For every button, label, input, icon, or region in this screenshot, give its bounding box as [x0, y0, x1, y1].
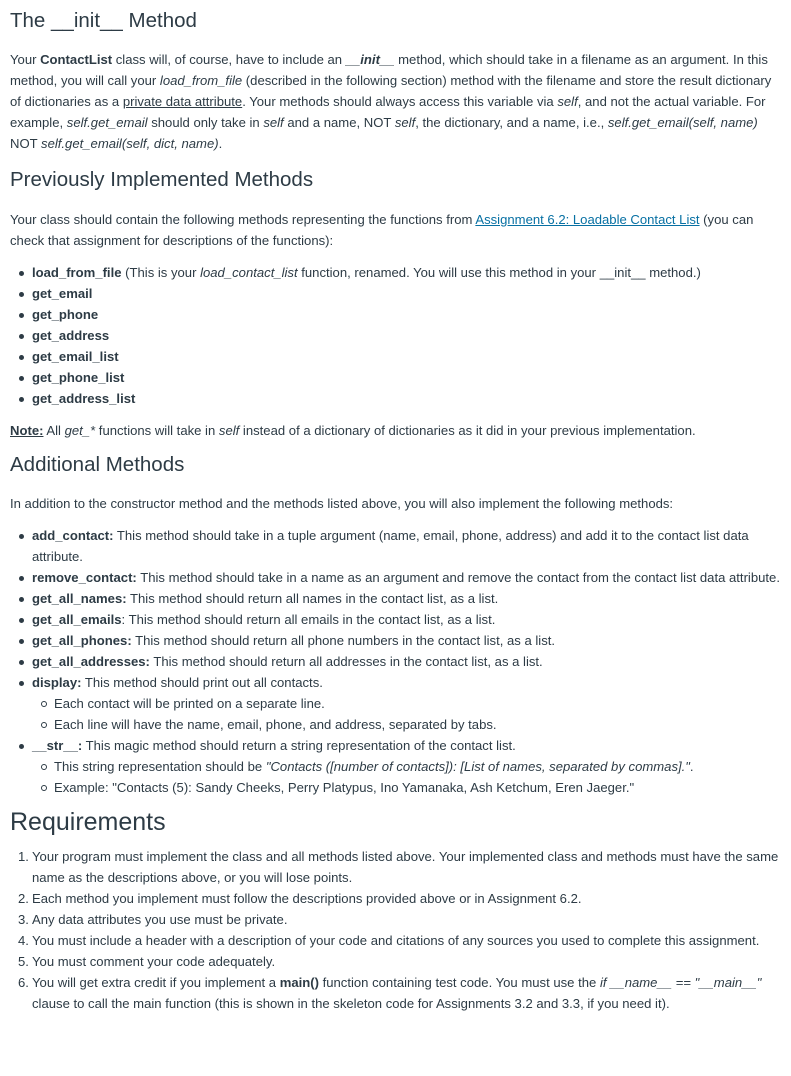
- list-item: 4. You must include a header with a description of your code and citations of any sources you used to complete this assignment.: [18, 933, 760, 948]
- list-item: get_email: [32, 283, 781, 304]
- list-item: 1. Your program must implement the class and all methods listed above. Your implemented class and methods must have the same name as the descriptions above, or you will lose points.: [18, 849, 779, 885]
- list-item: 3. Any data attributes you use must be private.: [18, 912, 288, 927]
- str-sublist: [54, 756, 781, 798]
- requirements-list: [18, 846, 781, 1014]
- sub-list-item: Each contact will be printed on a separate line.: [54, 693, 781, 714]
- sub-list-item: Each line will have the name, email, phone, and address, separated by tabs.: [54, 714, 781, 735]
- list-item: get_all_addresses: This method should return all addresses in the contact list, as a list.: [32, 651, 781, 672]
- sub-list-item: This string representation should be "Contacts ([number of contacts]): [List of names, separated by commas].".: [54, 756, 781, 777]
- list-item: 6. You will get extra credit if you implement a main() function containing test code. You must use the if __name__ == "__main__" clause to call the main function (this is shown in the skeleton code for Assignments 3.2 and 3.3, if you need it).: [18, 975, 762, 1011]
- heading-requirements: Requirements: [10, 808, 166, 836]
- list-item: add_contact: This method should take in a tuple argument (name, email, phone, address) and add it to the contact list data attribute.: [32, 525, 781, 567]
- list-item: __str__: This magic method should return a string representation of the contact list. This string representation should be "Contacts ([number of contacts]): [List of names, separated by commas].". Example: "Contacts (5): Sandy Cheeks, Perry Platypus, Ino Yamanaka, Ash Ketchum, Eren Jaeger.": [32, 735, 781, 798]
- note-label: Note:: [10, 423, 44, 438]
- list-item: get_phone: [32, 304, 781, 325]
- list-item: get_email_list: [32, 346, 781, 367]
- list-item: load_from_file (This is your load_contact_list function, renamed. You will use this method in your __init__ method.): [32, 262, 781, 283]
- private-data-attribute-link[interactable]: private data attribute: [122, 94, 243, 109]
- list-item: display: This method should print out all contacts. Each contact will be printed on a separate line. Each line will have the name, email, phone, and address, separated by tabs.: [32, 672, 781, 735]
- additional-intro: In addition to the constructor method and the methods listed above, you will also implement the following methods:: [10, 496, 674, 511]
- init-name: __init__: [345, 52, 395, 67]
- class-name: ContactList: [40, 52, 113, 67]
- previous-intro: Your class should contain the following methods representing the functions from Assignment 6.2: Loadable Contact List (you can check that assignment for descriptions of the functions):: [10, 212, 754, 248]
- heading-previous-methods: Previously Implemented Methods: [10, 168, 314, 191]
- list-item: get_phone_list: [32, 367, 781, 388]
- list-item: 2. Each method you implement must follow the descriptions provided above or in Assignment 6.2.: [18, 891, 582, 906]
- list-item: get_address: [32, 325, 781, 346]
- note-paragraph: Note: All get_* functions will take in self instead of a dictionary of dictionaries as it did in your previous implementation.: [10, 423, 696, 438]
- init-paragraph: Your ContactList class will, of course, have to include an __init__ method, which should take in a filename as an argument. In this method, you will call your load_from_file (described in the following section) method with the filename and store the result dictionary of dictionaries as a private data attribute. Your methods should always access this variable via self, and not the actual variable. For example, self.get_email should only take in self and a name, NOT self, the dictionary, and a name, i.e., self.get_email(self, name) NOT self.get_email(self, dict, name).: [10, 52, 772, 151]
- sub-list-item: Example: "Contacts (5): Sandy Cheeks, Perry Platypus, Ino Yamanaka, Ash Ketchum, Eren Jaeger.": [54, 777, 781, 798]
- assignment-6-2-link[interactable]: Assignment 6.2: Loadable Contact List: [475, 212, 700, 227]
- list-item: get_all_emails: This method should return all emails in the contact list, as a list.: [32, 609, 781, 630]
- list-item: 5. You must comment your code adequately.: [18, 954, 276, 969]
- list-item: get_all_phones: This method should return all phone numbers in the contact list, as a list.: [32, 630, 781, 651]
- heading-additional-methods: Additional Methods: [10, 453, 185, 476]
- heading-init-method: The __init__ Method: [10, 9, 197, 32]
- previous-methods-list: [32, 262, 781, 409]
- list-item: get_all_names: This method should return all names in the contact list, as a list.: [32, 588, 781, 609]
- display-sublist: [54, 693, 781, 735]
- list-item: get_address_list: [32, 388, 781, 409]
- list-item: remove_contact: This method should take in a name as an argument and remove the contact from the contact list data attribute.: [32, 567, 781, 588]
- additional-methods-list: [32, 525, 781, 798]
